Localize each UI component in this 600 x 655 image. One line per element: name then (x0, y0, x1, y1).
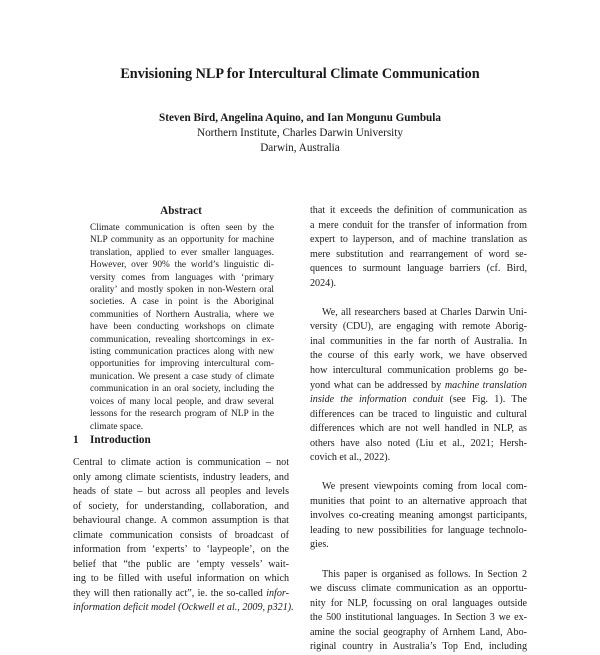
body-line-italic: information deficit model (Ockwell et al., 2009, p321). (73, 602, 294, 614)
body-line: 2024). (310, 277, 337, 289)
body-line: that it exceeds the definition of communication as (310, 205, 527, 216)
abstract-line: have been conducting workshops on climate (90, 322, 274, 333)
body-line: We, all researchers based at Charles Darwin Uni- (322, 306, 527, 318)
body-line: versity (CDU), are engaging with remote Aborig- (310, 321, 527, 333)
body-line: We present viewpoints coming from local com- (322, 481, 527, 493)
section-number: 1 (73, 434, 79, 446)
body-line: amine the social geography of Arnhem Land, Abo- (310, 626, 527, 638)
body-line: riginal country in Australia’s Top End, including (310, 641, 527, 653)
body-line: nity for NLP, focussing on oral languages outside (310, 597, 527, 609)
body-line: we discuss climate communication as an opportu- (310, 583, 527, 595)
body-line: quences to surmount language barriers (cf. Bird, (310, 263, 527, 275)
body-line: munities that point to an alternative approach that (310, 495, 527, 507)
body-line-italic: machine translation (444, 379, 527, 391)
body-line: This paper is organised as follows. In Section 2 (322, 568, 527, 580)
affiliation-institute: Northern Institute, Charles Darwin University (197, 127, 403, 139)
body-line: heads of state – but across all peoples and levels (73, 486, 289, 498)
body-line (73, 587, 289, 602)
body-line (310, 393, 527, 408)
right-column-text (310, 204, 527, 655)
body-line: differences which are not well handled in NLP, as (310, 423, 527, 435)
body-line-text: yond what can be addressed by (310, 379, 442, 391)
body-line: of society, for understanding, collaboration, and (73, 500, 289, 512)
body-line: covich et al., 2022). (310, 452, 391, 464)
paper-title: Envisioning NLP for Intercultural Climate Communication (120, 66, 480, 82)
abstract-line: communication, revealing shortcomings in ex- (90, 334, 274, 345)
body-line-text: (see Fig. 1). The (449, 394, 527, 406)
section-title: Introduction (90, 434, 151, 446)
body-line: a mere conduit for the transfer of information from (310, 219, 527, 231)
author-list: Steven Bird, Angelina Aquino, and Ian Mongunu Gumbula (159, 112, 441, 124)
body-line: leading to new possibilities for language technolo- (310, 524, 527, 536)
affiliation-location: Darwin, Australia (260, 142, 340, 154)
body-line: expert to layperson, and of machine translation as (310, 234, 527, 246)
body-line: mere substitution and rearrangement of word se- (310, 248, 527, 260)
body-line-italic: inside the information conduit (310, 394, 444, 406)
body-line: ing to be filled with useful information on which (73, 573, 289, 585)
abstract-line: isting communication practices along with new (90, 347, 274, 358)
body-line: the course of this early work, we have observed (310, 350, 527, 362)
abstract-line: communities of Northern Australia, where we (90, 309, 274, 320)
abstract-line: However, over 90% the world’s linguistic di- (90, 260, 274, 271)
body-line (73, 601, 294, 616)
abstract-line: versity comes from languages with ‘primary (90, 272, 274, 283)
body-line: gies. (310, 539, 329, 551)
body-line: the 500 institutional languages. In Section 3 we ex- (310, 612, 527, 624)
abstract-line: lessons for the research program of NLP in the (90, 409, 274, 420)
abstract-heading: Abstract (160, 205, 202, 217)
body-line: information from ‘experts’ to ‘laypeople’, on the (73, 544, 289, 556)
body-line (310, 379, 527, 394)
abstract-line: Climate communication is often seen by the (90, 223, 274, 233)
abstract-line: orality’ and mostly spoken in non-Western oral (90, 285, 274, 296)
body-line: how intercultural communication problems go be- (310, 364, 527, 376)
paragraph-gap (310, 553, 527, 568)
abstract-line: voices of many local people, and draw several (90, 396, 274, 407)
paragraph-gap (310, 291, 527, 306)
body-line: climate communication consists of broadcast of (73, 529, 289, 541)
body-line: inal communities in the far north of Australia. In (310, 335, 527, 347)
body-line: Central to climate action is communication – not (73, 457, 289, 468)
body-line-italic: infor- (266, 587, 289, 599)
paragraph-gap (310, 466, 527, 481)
body-line: differences can be traced to linguistic and cultural (310, 408, 527, 420)
abstract-body (90, 222, 274, 433)
abstract-line: societies. A case in point is the Aboriginal (90, 297, 274, 308)
abstract-line: climate space. (90, 421, 144, 432)
body-line: involves co-creating meaning amongst participants, (310, 510, 527, 522)
body-line: others have also noted (Liu et al., 2021; Hersh- (310, 437, 527, 449)
abstract-line: communication in an oral society, including the (90, 384, 274, 395)
body-line-text: they will then rationally act”, ie. the so-called (73, 587, 263, 599)
left-column-text (73, 456, 294, 616)
section-heading-introduction (73, 434, 151, 446)
body-line: only among climate scientists, industry leaders, and (73, 471, 289, 483)
abstract-line: NLP community as an opportunity for machine (90, 235, 274, 246)
abstract-line: translation, applied to ever smaller languages. (90, 247, 274, 258)
body-line: belief that “the public are ‘empty vessels’ wait- (73, 558, 289, 570)
abstract-line: opportunities for improving intercultural com- (90, 359, 274, 370)
abstract-line: munication. We present a case study of climate (90, 371, 274, 382)
body-line: behavioural change. A common assumption is that (73, 515, 289, 527)
